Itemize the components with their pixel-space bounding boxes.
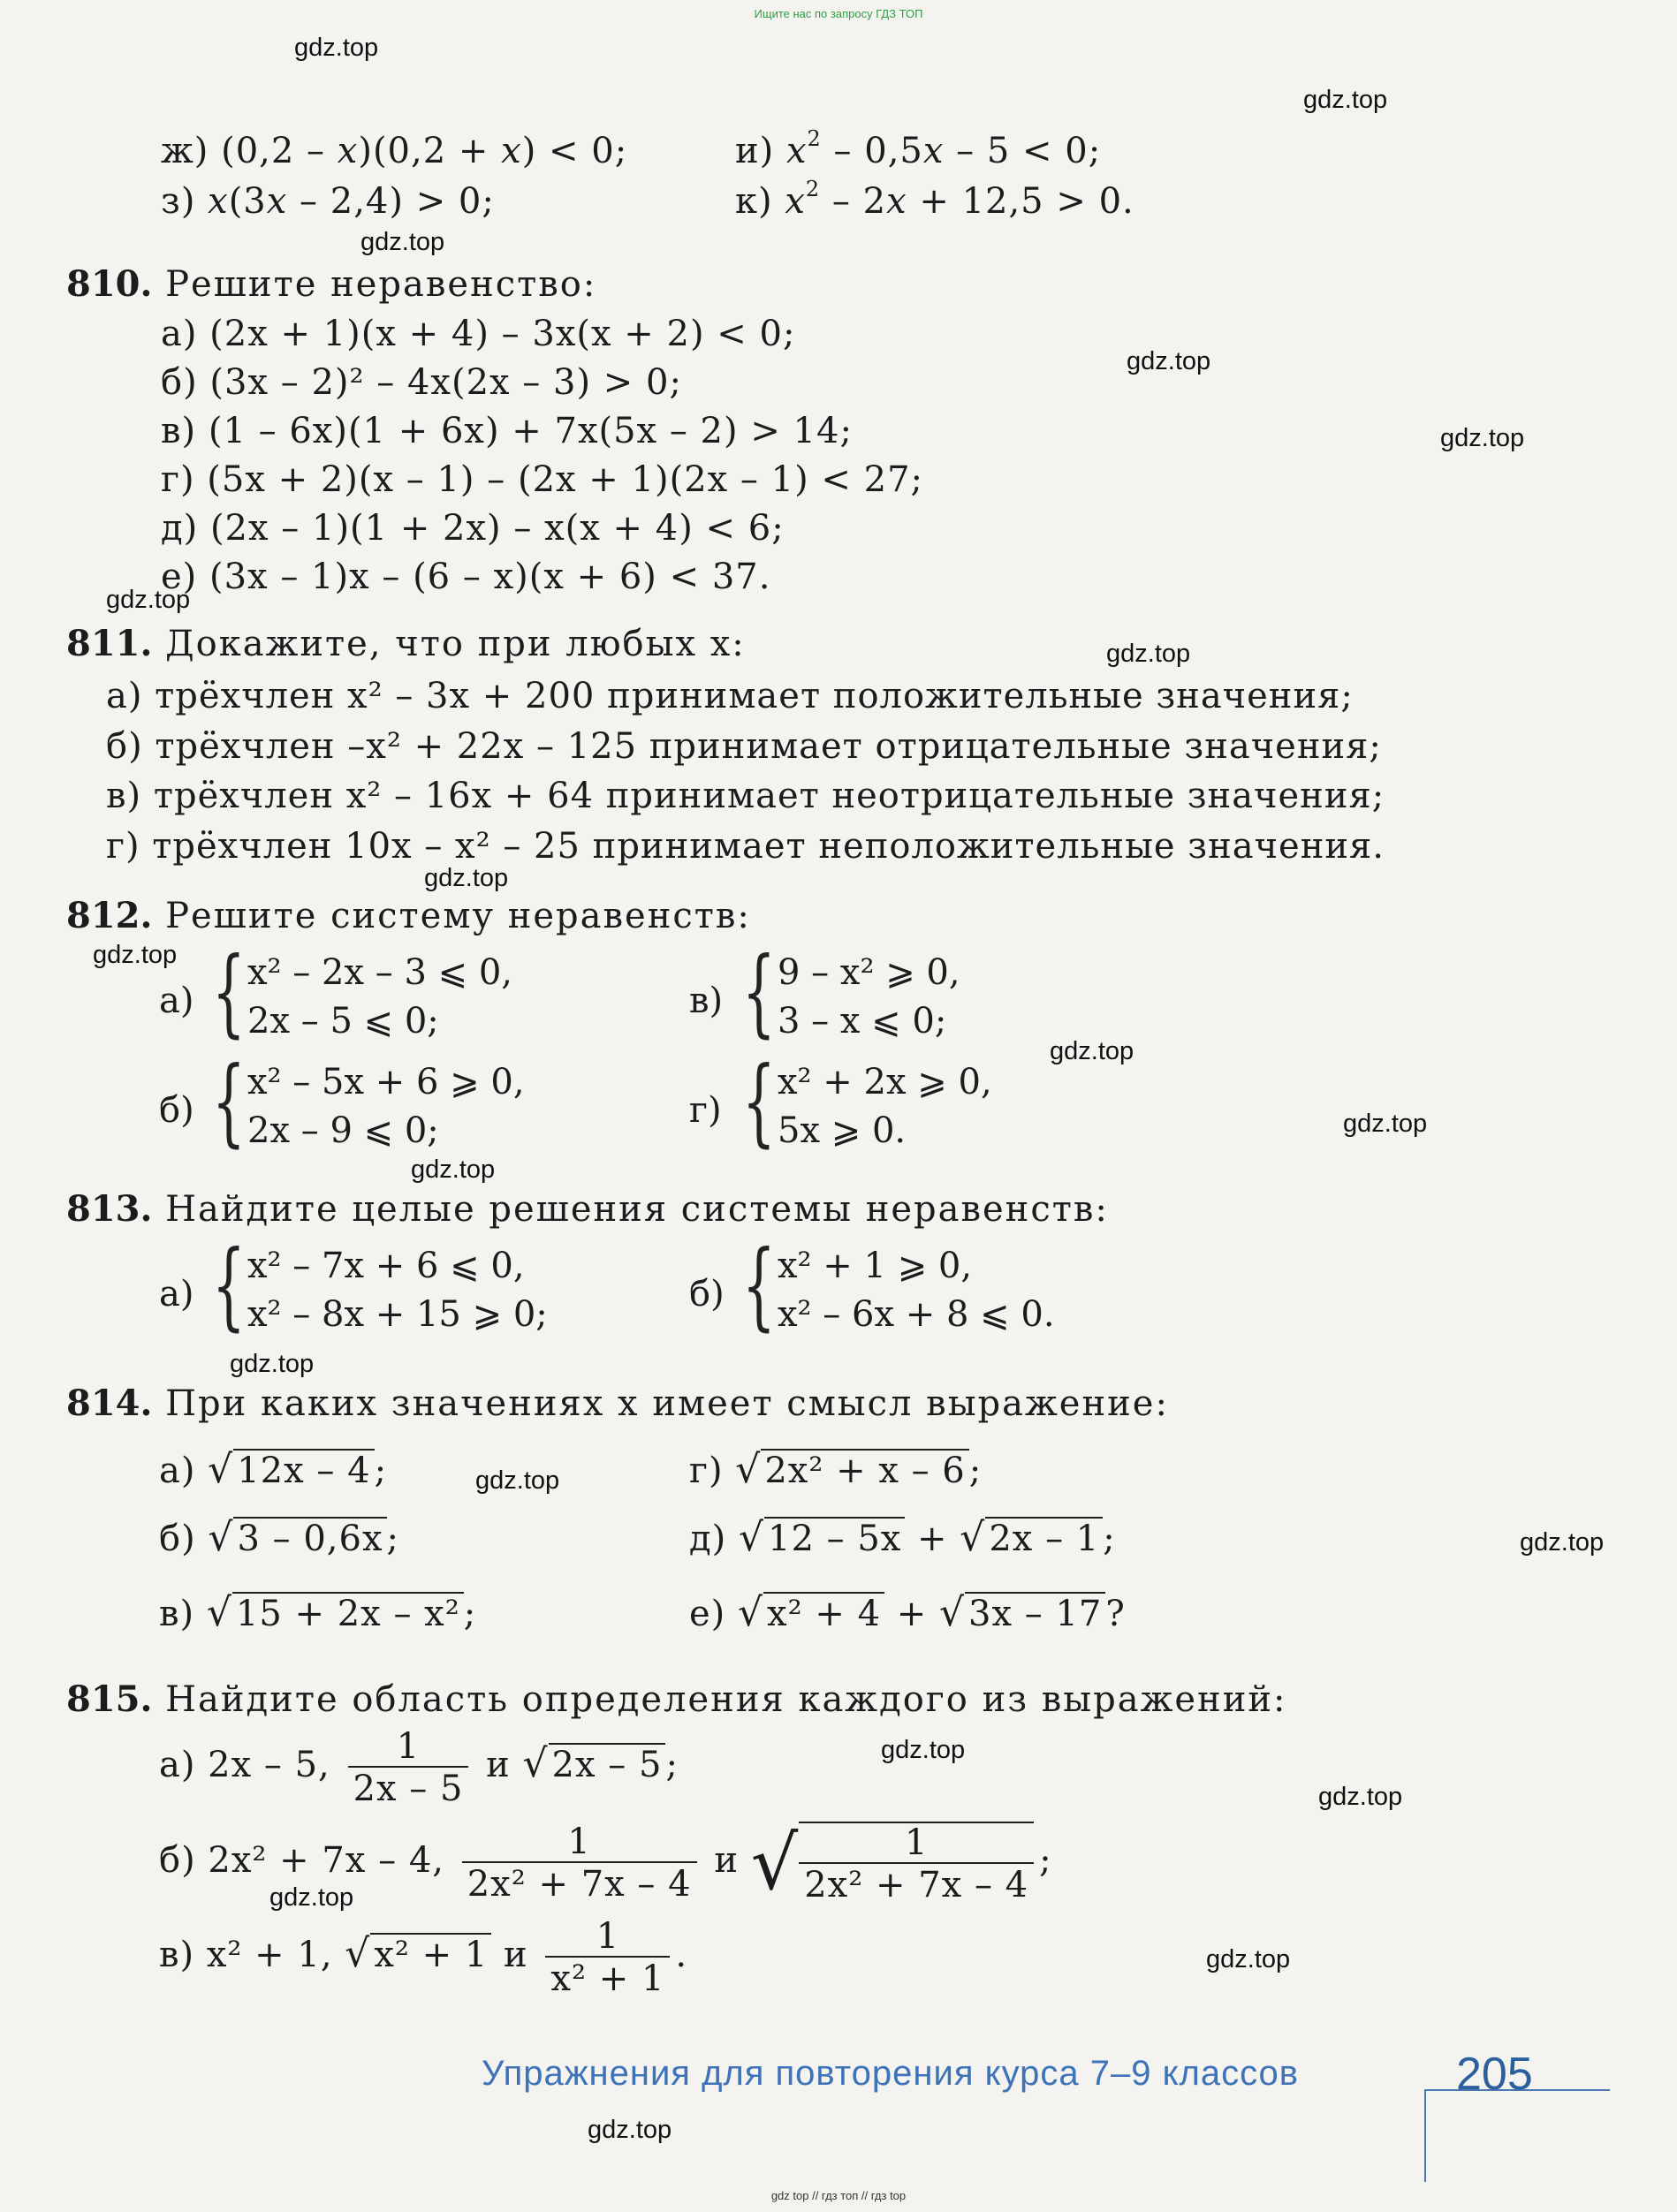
textbook-page: Ищите нас по запросу ГДЗ ТОП gdz.top gdz.top gdz.top gdz.top gdz.top gdz.top gdz.top gdz.top gdz.top gdz.top gdz.top gdz.top gdz.top gdz.top gdz.top gdz.top gdz.top gdz.top gdz.top gdz.top ж) (0,2 – x)(0,2 + x) < 0; и) $x^2 - 0,5x - 5 < 0$; з) x(3x – 2,4) > 0; к) $x^2 - 2x + 12,5 > 0$. 810. Решите неравенство: а) (2x + 1)(x + 4) – 3x(x + 2) < 0; б) (3x – 2)² – 4x(2x – 3) > 0; в) (1 – 6x)(1 + 6x) + 7x(5x – 2) > 14; г) (5x + 2)(x – 1) – (2x + 1)(2x – 1) < 27; д) (2x – 1)(1 + 2x) – x(x + 4) < 6; е) (3x – 1)x – (6 – x)(x + 6) < 37. 811. Докажите, что при любых x: а) трёхчлен x² – 3x + 200 принимает положительные значения; б) трёхчлен –x² + 22x – 125 принимает отрицательные значения; в) трёхчлен x² – 16x + 64 принимает неотрицательные значения; г) трёхчлен 10x – x² – 25 принимает неположительные значения. 812. Решите систему неравенств: а) { x² – 2x – 3 ⩽ 0, 2x – 5 ⩽ 0; в) { 9 – x² ⩾ 0, 3 – x ⩽ 0; б) { x² – 5x + 6 ⩾ 0, 2x – 9 ⩽ 0; г) { x² + 2x ⩾ 0, 5x ⩾ 0. 813. Найдите целые решения системы неравенств: а) { x² – 7x + 6 ⩽ 0, x² – 8x + 15 ⩾ 0; б) { x² + 1 ⩾ 0, x² – 6x + 8 ⩽ 0. 814. При каких значениях x имеет смысл выражение: а) √ 12x – 4 ; г) √ 2x² + x – 6 ; б) √ 3 – 0,6x ; д) √ 12 – 5x + √ 2x – 1 ; в) √ 15 + 2x – x² ; е) √ x² + 4 + √ 3x – 17 ? 815. Найдите область определения каждого из выражений: а) 2x – 5, $\frac{1}{2x - 5}$ и √ 2x – 5 ; б) 2x² + 7x – 4, $\frac{1}{\text{2x² + 7x – 4}}$ и √ $\frac{1}{\text{2x² + 7x – 4}}$ ; в) x² + 1, √ x² + 1 и $\frac{1}{\text{x² + 1}}$ . Упражнения для повторения курса 7–9 классов 205 gdz top // гдз топ // гдз top [0,0,1677,2212]
exercise-number: 811. [66,623,153,664]
fraction: $\frac{1}{\text{2x² + 7x – 4}}$ [799,1822,1034,1905]
watermark: gdz.top [1343,1110,1428,1138]
ex810-b: б) (3x – 2)² – 4x(2x – 3) > 0; [161,362,682,403]
ex811-a: а) трёхчлен x² – 3x + 200 принимает положительные значения; [106,676,1354,716]
exercise-title: При каких значениях x имеет смысл выражение: [165,1383,1169,1424]
exercise-number: 810. [66,263,153,305]
exercise-number: 813. [66,1188,153,1230]
sqrt-icon: √ [208,1515,234,1560]
watermark: gdz.top [1050,1037,1134,1065]
watermark: gdz.top [588,2116,672,2144]
exercise-811-heading [66,623,746,664]
exercise-title: Найдите область определения каждого из выражений: [165,1679,1287,1720]
bottom-links[interactable]: gdz top // гдз топ // гдз top [770,2189,907,2202]
brace-icon: { [742,1047,776,1157]
watermark: gdz.top [230,1350,315,1378]
brace-icon: { [212,1231,246,1341]
ex814-d: д) √ 12 – 5x + √ 2x – 1 ; [689,1515,1116,1560]
watermark: gdz.top [1127,347,1211,375]
ex815-v: в) x² + 1, √ x² + 1 и $\frac{1}{\text{x² + 1}}$ . [159,1916,688,1999]
brace-icon: { [212,1047,246,1157]
sqrt-icon: √ [738,1590,764,1635]
exercise-title: Найдите целые решения системы неравенств: [165,1189,1109,1230]
ex814-e: е) √ x² + 4 + √ 3x – 17 ? [689,1590,1126,1635]
watermark: gdz.top [1520,1528,1605,1557]
sqrt-icon: √ [345,1931,371,1976]
watermark: gdz.top [424,864,509,892]
brace-icon: { [742,937,776,1048]
watermark: gdz.top [360,228,445,256]
watermark: gdz.top [1206,1945,1291,1973]
ex810-v: в) (1 – 6x)(1 + 6x) + 7x(5x – 2) > 14; [161,411,853,451]
ex810-d: д) (2x – 1)(1 + 2x) – x(x + 4) < 6; [161,508,785,549]
prev-item-zh: ж) (0,2 – x)(0,2 + x) < 0; [161,131,628,171]
sqrt-icon: √ [750,1820,800,1906]
ex811-v: в) трёхчлен x² – 16x + 64 принимает неотрицательные значения; [106,776,1385,816]
exercise-812-heading [66,895,751,936]
fraction: $\frac{1}{2x - 5}$ [348,1727,469,1808]
ex810-a: а) (2x + 1)(x + 4) – 3x(x + 2) < 0; [161,314,796,354]
watermark: gdz.top [106,586,191,614]
exercise-number: 812. [66,895,153,936]
exercise-title: Решите неравенство: [165,264,597,305]
prev-item-k: к) $x^2 - 2x + 12,5 > 0$. [735,176,1134,222]
watermark: gdz.top [475,1466,560,1495]
sqrt-icon: √ [960,1515,986,1560]
brace-icon: { [212,937,246,1048]
page-number-divider [1424,2089,1426,2182]
sqrt-icon: √ [208,1447,234,1492]
watermark: gdz.top [411,1155,496,1184]
sqrt-icon: √ [522,1741,549,1786]
ex814-b: б) √ 3 – 0,6x ; [159,1515,399,1560]
page-number: 205 [1456,2049,1533,2100]
ex811-b: б) трёхчлен –x² + 22x – 125 принимает отрицательные значения; [106,726,1382,767]
top-banner[interactable]: Ищите нас по запросу ГДЗ ТОП [754,7,923,20]
watermark: gdz.top [1303,86,1388,114]
fraction: $\frac{1}{\text{x² + 1}}$ [545,1917,670,1998]
ex814-v: в) √ 15 + 2x – x² ; [159,1590,477,1635]
ex815-b: б) 2x² + 7x – 4, $\frac{1}{\text{2x² + 7x – 4}}$ и √ $\frac{1}{\text{2x² + 7x – 4}}$ ; [159,1820,1052,1906]
ex811-g: г) трёхчлен 10x – x² – 25 принимает неположительные значения. [106,826,1385,867]
watermark: gdz.top [1106,640,1191,668]
ex814-a: а) √ 12x – 4 ; [159,1447,388,1492]
exercise-810-heading [66,263,596,305]
exercise-813-heading [66,1188,1109,1230]
ex810-g: г) (5x + 2)(x – 1) – (2x + 1)(2x – 1) < 27; [161,459,923,500]
watermark: gdz.top [294,34,379,62]
watermark: gdz.top [269,1883,354,1912]
ex810-e: е) (3x – 1)x – (6 – x)(x + 6) < 37. [161,557,771,597]
exercise-title: Решите систему неравенств: [165,896,751,936]
prev-item-i: и) $x^2 - 0,5x - 5 < 0$; [735,125,1102,171]
watermark: gdz.top [1318,1783,1403,1811]
prev-item-z: з) x(3x – 2,4) > 0; [161,181,495,222]
sqrt-icon: √ [939,1590,966,1635]
sqrt-icon: √ [206,1590,232,1635]
exercise-title: Докажите, что при любых x: [165,624,746,664]
ex815-a: а) 2x – 5, $\frac{1}{2x - 5}$ и √ 2x – 5 ; [159,1726,679,1809]
footer-section-title: Упражнения для повторения курса 7–9 классов [482,2054,1300,2093]
sqrt-icon: √ [738,1515,764,1560]
watermark: gdz.top [93,941,178,969]
sqrt-icon: √ [735,1447,762,1492]
fraction: $\frac{1}{\text{2x² + 7x – 4}}$ [462,1822,697,1904]
watermark: gdz.top [1440,424,1525,452]
brace-icon: { [742,1231,776,1341]
watermark: gdz.top [881,1736,966,1764]
exercise-815-heading [66,1678,1287,1720]
exercise-814-heading [66,1382,1169,1424]
ex814-g: г) √ 2x² + x – 6 ; [689,1447,983,1492]
exercise-number: 814. [66,1382,153,1424]
exercise-number: 815. [66,1678,153,1720]
